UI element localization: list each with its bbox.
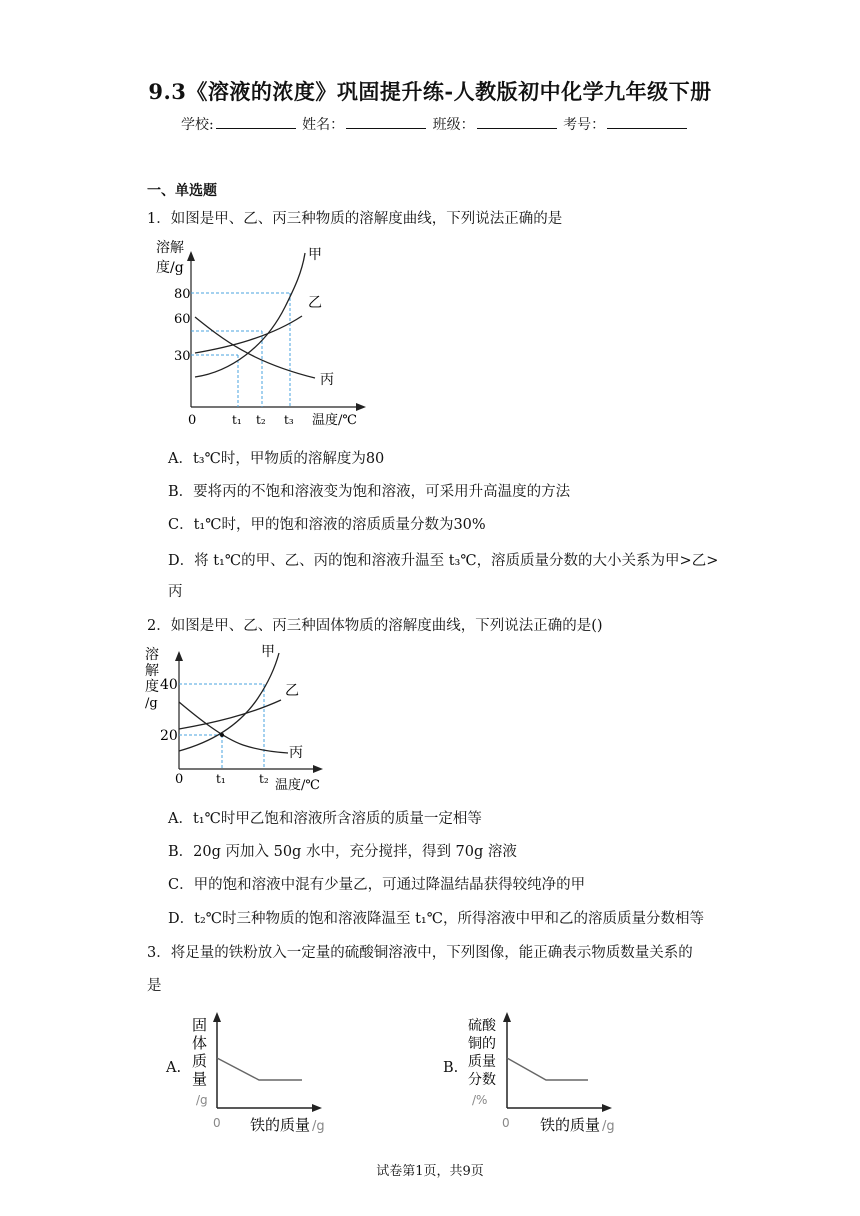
- q3b-ylabel-3: 质量: [468, 1054, 496, 1070]
- name-blank: [346, 116, 426, 129]
- q1-y-arrow: [187, 251, 195, 261]
- q2-ytick-40: 40: [160, 677, 178, 693]
- q2-xlabel: 温度/℃: [275, 778, 320, 793]
- q1-stem: 1．如图是甲、乙、丙三种物质的溶解度曲线，下列说法正确的是: [147, 211, 563, 227]
- q1-option-b: B．要将丙的不饱和溶液变为饱和溶液，可采用升高温度的方法: [168, 484, 571, 500]
- class-blank: [477, 116, 557, 129]
- q3-stem-cont: 是: [147, 978, 162, 994]
- q2-ylabel-2: 解: [145, 663, 159, 679]
- q3a-ylabel-unit: /g: [196, 1093, 208, 1107]
- q3b-line: [507, 1058, 588, 1080]
- q1-ylabel-line1: 溶解: [156, 240, 184, 256]
- q1-curve-label-yi: 乙: [308, 295, 322, 311]
- q3b-ylabel-4: 分数: [468, 1072, 496, 1088]
- q2-x-arrow: [313, 765, 323, 773]
- q3b-y-arrow: [503, 1012, 511, 1022]
- q1-curve-label-jia: 甲: [308, 247, 322, 263]
- q1-option-d: D．将 t₁℃的甲、乙、丙的饱和溶液升温至 t₃℃，溶质质量分数的大小关系为甲>乙>: [168, 553, 719, 569]
- q3b-xunit: /g: [602, 1119, 615, 1134]
- q2-stem: 2．如图是甲、乙、丙三种固体物质的溶解度曲线，下列说法正确的是(): [147, 618, 603, 634]
- q2-option-a: A．t₁℃时甲乙饱和溶液所含溶质的质量一定相等: [168, 811, 482, 827]
- q3b-ylabel-unit: /%: [472, 1093, 488, 1107]
- q3a-origin: 0: [213, 1116, 221, 1130]
- q2-y-arrow: [175, 651, 183, 661]
- q3-graph-b: [464, 1010, 624, 1138]
- q1-ytick-30: 30: [174, 349, 191, 364]
- q3a-ylabel-2: 体: [192, 1034, 208, 1052]
- number-blank: [607, 116, 687, 129]
- page-title: 9.3《溶液的浓度》巩固提升练-人教版初中化学九年级下册: [148, 79, 712, 104]
- number-label: 考号：: [563, 117, 606, 133]
- q3-graph-a: [186, 1010, 336, 1138]
- section-heading: 一、单选题: [147, 183, 217, 199]
- q1-xlabel: 温度/℃: [312, 413, 357, 428]
- q2-ylabel-1: 溶: [145, 647, 159, 663]
- q2-xtick-t1: t₁: [216, 772, 226, 786]
- student-info-line: [181, 114, 689, 134]
- class-label: 班级：: [432, 117, 475, 133]
- school-blank: [216, 116, 296, 129]
- q2-option-b: B．20g 丙加入 50g 水中，充分搅拌，得到 70g 溶液: [168, 844, 517, 860]
- q3a-ylabel-3: 质: [192, 1052, 208, 1070]
- q1-ylabel-line2: 度/g: [156, 260, 184, 276]
- q2-xtick-t2: t₂: [259, 772, 269, 786]
- q2-ylabel-4: /g: [145, 696, 158, 711]
- page-footer: 试卷第1页，共9页: [376, 1164, 484, 1179]
- q2-ytick-20: 20: [160, 728, 178, 744]
- q1-option-d-cont: 丙: [168, 584, 183, 600]
- q3-option-b-label: B.: [443, 1060, 459, 1076]
- q1-curve-label-bing: 丙: [320, 372, 334, 388]
- q1-option-a: A．t₃℃时，甲物质的溶解度为80: [168, 451, 385, 467]
- q3b-xlabel: 铁的质量: [540, 1116, 601, 1134]
- q2-ylabel-3: 度: [145, 679, 159, 695]
- q3a-ylabel-4: 量: [192, 1070, 208, 1088]
- q3a-ylabel-1: 固: [192, 1016, 208, 1034]
- q1-option-c: C．t₁℃时，甲的饱和溶液的溶质质量分数为30%: [168, 517, 486, 533]
- school-label: 学校:: [181, 117, 214, 133]
- q1-ytick-60: 60: [174, 312, 191, 327]
- q1-origin: 0: [188, 413, 197, 428]
- q3b-origin: 0: [502, 1116, 510, 1130]
- q3a-line: [217, 1058, 302, 1080]
- q1-ytick-80: 80: [174, 287, 191, 302]
- q3b-x-arrow: [602, 1104, 612, 1112]
- q1-x-arrow: [356, 403, 366, 411]
- q1-solubility-graph: [150, 237, 370, 432]
- q2-curve-label-yi: 乙: [285, 683, 299, 699]
- q1-curve-yi: [195, 316, 302, 353]
- q3-stem: 3．将足量的铁粉放入一定量的硫酸铜溶液中，下列图像，能正确表示物质数量关系的: [147, 945, 693, 961]
- q2-solubility-graph: [143, 643, 343, 793]
- q3a-x-arrow: [312, 1104, 322, 1112]
- q3a-xlabel: 铁的质量: [250, 1116, 311, 1134]
- q3a-y-arrow: [213, 1012, 221, 1022]
- q1-xtick-t2: t₂: [256, 413, 266, 427]
- q1-xtick-t1: t₁: [232, 413, 242, 427]
- q2-intersection-point: [220, 733, 224, 737]
- q2-origin: 0: [175, 772, 184, 787]
- q2-option-d: D．t₂℃时三种物质的饱和溶液降温至 t₁℃，所得溶液中甲和乙的溶质质量分数相等: [168, 911, 704, 927]
- q3b-ylabel-1: 硫酸: [468, 1018, 496, 1034]
- q3a-xunit: /g: [312, 1119, 325, 1134]
- q1-curve-jia: [195, 253, 305, 377]
- q2-curve-label-bing: 丙: [289, 745, 303, 761]
- q3-option-a-label: A.: [166, 1060, 182, 1076]
- q2-option-c: C．甲的饱和溶液中混有少量乙，可通过降温结晶获得较纯净的甲: [168, 877, 586, 893]
- name-label: 姓名：: [302, 117, 345, 133]
- q2-curve-label-jia: 甲: [261, 644, 275, 660]
- q3b-ylabel-2: 铜的: [468, 1036, 496, 1052]
- q1-xtick-t3: t₃: [284, 413, 294, 427]
